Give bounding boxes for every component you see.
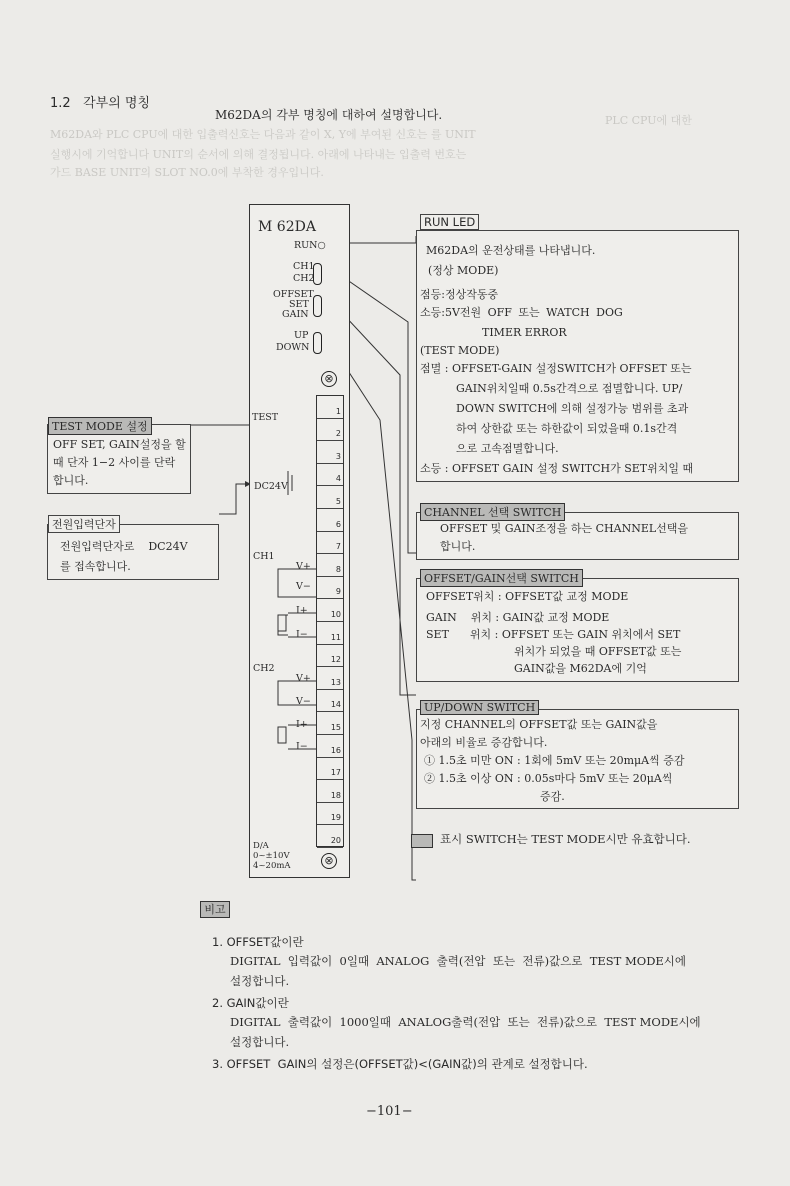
terminal-number: 7 [335, 542, 341, 552]
terminal-number: 13 [330, 677, 341, 687]
ch2-label: CH2 [293, 273, 315, 284]
run-led-off-test: 소등 : OFFSET GAIN 설정 SWITCH가 SET위치일 때 [420, 462, 694, 475]
set-position-desc: SET 위치 : OFFSET 또는 GAIN 위치에서 SET [426, 628, 681, 641]
up-label: UP [294, 330, 309, 341]
run-led-desc: M62DA의 운전상태를 나타냅니다. [426, 244, 596, 257]
terminal-18 [317, 780, 343, 803]
updown-rate-2: ② 1.5초 이상 ON : 0.05s마다 5mV 또는 20μA씩 [424, 772, 673, 785]
set-label: SET [289, 299, 309, 310]
updown-switch-title: UP/DOWN SWITCH [420, 700, 539, 715]
notes-badge: 비고 [200, 901, 230, 918]
updown-rate-1: ① 1.5초 미만 ON : 1회에 5mV 또는 20mμA씩 증감 [424, 754, 685, 767]
down-label: DOWN [276, 342, 310, 353]
spec-current: 4~20mA [253, 861, 291, 871]
offset-position-desc: OFFSET위치 : OFFSET값 교정 MODE [426, 590, 629, 603]
note-3-heading: 3. OFFSET GAIN의 설정은(OFFSET값)<(GAIN값)의 관계로 설정합니다. [212, 1057, 588, 1071]
module-model-label: M 62DA [258, 219, 316, 235]
note-2-heading: 2. GAIN값이란 [212, 996, 289, 1010]
run-led-blink: 점멸 : OFFSET-GAIN 설정SWITCH가 OFFSET 또는 [420, 362, 692, 375]
bleed-through-heading: PLC CPU에 대한 [605, 114, 692, 127]
test-mode-desc-2: 때 단자 1−2 사이를 단락 [53, 456, 176, 469]
terminal-number: 17 [330, 768, 341, 778]
shade-legend-swatch [411, 834, 433, 848]
terminal-number: 12 [330, 655, 341, 665]
terminal-13 [317, 667, 343, 690]
terminal-number: 6 [335, 519, 341, 529]
power-input-desc-2: 를 접속합니다. [60, 560, 131, 573]
terminal-20 [317, 825, 343, 848]
note-2-body: DIGITAL 출력값이 1000일때 ANALOG출력(전압 또는 전류)값으로 TEST MODE시에 [230, 1015, 701, 1029]
terminal-19 [317, 803, 343, 826]
channel-switch-desc-2: 합니다. [440, 540, 476, 553]
note-2-body-2: 설정합니다. [230, 1035, 290, 1049]
terminal-number: 14 [330, 700, 341, 710]
test-terminal-label: TEST [252, 412, 279, 423]
terminal-number: 4 [335, 474, 341, 484]
shade-legend-text: 표시 SWITCH는 TEST MODE시만 유효합니다. [440, 832, 691, 846]
run-led: RUN○ [294, 240, 326, 251]
channel-switch-desc: OFFSET 및 GAIN조정을 하는 CHANNEL선택을 [440, 522, 689, 535]
ch1-label: CH1 [293, 261, 315, 272]
intro-text: M62DA의 각부 명칭에 대하여 설명합니다. [215, 108, 443, 122]
top-screw-icon: ⊗ [321, 371, 337, 387]
bleed-through-text-2: 실행시에 기억합니다 UNIT의 순서에 의해 결정됩니다. 아래에 나타내는 입출력 번호는 [50, 148, 467, 161]
bleed-through-text: M62DA와 PLC CPU에 대한 입출력신호는 다음과 같이 X, Y에 부여된 신호는 를 UNIT [50, 128, 476, 141]
run-led-blink-4: 하여 상한값 또는 하한값이 되었을때 0.1s간격 [456, 422, 678, 435]
terminal-4 [317, 464, 343, 487]
run-led-blink-2: GAIN위치일때 0.5s간격으로 점멸합니다. UP/ [456, 382, 683, 395]
terminal-number: 2 [335, 429, 341, 439]
dc24v-terminal-label: DC24V [254, 481, 288, 492]
ch2-v-plus-label: V+ [296, 673, 311, 684]
ch2-i-plus-label: I+ [296, 719, 308, 730]
terminal-11 [317, 622, 343, 645]
terminal-12 [317, 645, 343, 668]
terminal-number: 16 [330, 745, 341, 755]
run-led-off: 소등:5V전원 OFF 또는 WATCH DOG [420, 306, 623, 319]
ch1-i-minus-label: I− [296, 629, 308, 640]
terminal-block [316, 395, 344, 847]
run-led-blink-5: 으로 고속점멸합니다. [456, 442, 559, 455]
terminal-number: 10 [330, 609, 341, 619]
offset-label: OFFSET [273, 289, 314, 300]
terminal-number: 11 [330, 632, 341, 642]
terminal-2 [317, 419, 343, 442]
gain-label: GAIN [282, 309, 309, 320]
test-mode-title: TEST MODE 설정 [48, 417, 152, 435]
ch2-i-minus-label: I− [296, 741, 308, 752]
run-led-title: RUN LED [420, 214, 479, 230]
offset-gain-switch-title: OFFSET/GAIN선택 SWITCH [420, 569, 583, 587]
run-led-blink-3: DOWN SWITCH에 의해 설정가능 범위를 초과 [456, 402, 689, 415]
terminal-8 [317, 554, 343, 577]
note-1-heading: 1. OFFSET값이란 [212, 935, 304, 949]
updown-desc-2: 아래의 비율로 증감합니다. [420, 736, 548, 749]
power-input-title: 전원입력단자 [48, 515, 120, 533]
note-1-body: DIGITAL 입력값이 0일때 ANALOG 출력(전압 또는 전류)값으로 TEST MODE시에 [230, 954, 687, 968]
terminal-number: 9 [335, 587, 341, 597]
run-led-test-mode: (TEST MODE) [420, 344, 500, 357]
bottom-screw-icon: ⊗ [321, 853, 337, 869]
terminal-6 [317, 509, 343, 532]
terminal-number: 5 [335, 496, 341, 506]
terminal-7 [317, 532, 343, 555]
run-led-normal-mode: (정상 MODE) [428, 264, 499, 277]
terminal-9 [317, 577, 343, 600]
terminal-number: 20 [330, 835, 341, 845]
page-number: −101− [366, 1104, 413, 1119]
terminal-number: 19 [330, 813, 341, 823]
ch1-v-plus-label: V+ [296, 561, 311, 572]
ch2-output-label: CH2 [253, 663, 275, 674]
ch2-v-minus-label: V− [296, 696, 311, 707]
note-1-body-2: 설정합니다. [230, 974, 290, 988]
terminal-17 [317, 758, 343, 781]
terminal-5 [317, 486, 343, 509]
channel-switch-title: CHANNEL 선택 SWITCH [420, 503, 565, 521]
terminal-15 [317, 712, 343, 735]
spec-da: D/A [253, 841, 269, 851]
gain-position-desc: GAIN 위치 : GAIN값 교정 MODE [426, 611, 610, 624]
updown-desc: 지정 CHANNEL의 OFFSET값 또는 GAIN값을 [420, 718, 658, 731]
updown-rate-2b: 증감. [540, 790, 565, 803]
run-led-timer-error: TIMER ERROR [482, 326, 567, 339]
set-position-desc-3: GAIN값을 M62DA에 기억 [514, 662, 647, 675]
terminal-14 [317, 690, 343, 713]
ch1-i-plus-label: I+ [296, 605, 308, 616]
terminal-number: 8 [335, 564, 341, 574]
ch1-v-minus-label: V− [296, 581, 311, 592]
module-spec [253, 841, 291, 871]
bleed-through-text-3: 가드 BASE UNIT의 SLOT NO.0에 부착한 경우입니다. [50, 166, 324, 179]
test-mode-desc-3: 합니다. [53, 474, 89, 487]
test-mode-desc: OFF SET, GAIN설정을 할 [53, 438, 186, 451]
section-heading: 각부의 명칭 [83, 96, 151, 111]
section-number: 1.2 [50, 96, 71, 111]
terminal-number: 18 [330, 790, 341, 800]
terminal-10 [317, 599, 343, 622]
terminal-number: 15 [330, 722, 341, 732]
terminal-3 [317, 441, 343, 464]
ch1-output-label: CH1 [253, 551, 275, 562]
spec-voltage: 0~±10V [253, 851, 290, 861]
power-input-desc: 전원입력단자로 DC24V [60, 540, 188, 553]
run-led-on: 점등:정상작동중 [420, 288, 499, 301]
terminal-16 [317, 735, 343, 758]
terminal-number: 1 [335, 406, 341, 416]
set-position-desc-2: 위치가 되었을 때 OFFSET값 또는 [514, 645, 682, 658]
terminal-1 [317, 396, 343, 419]
terminal-number: 3 [335, 451, 341, 461]
